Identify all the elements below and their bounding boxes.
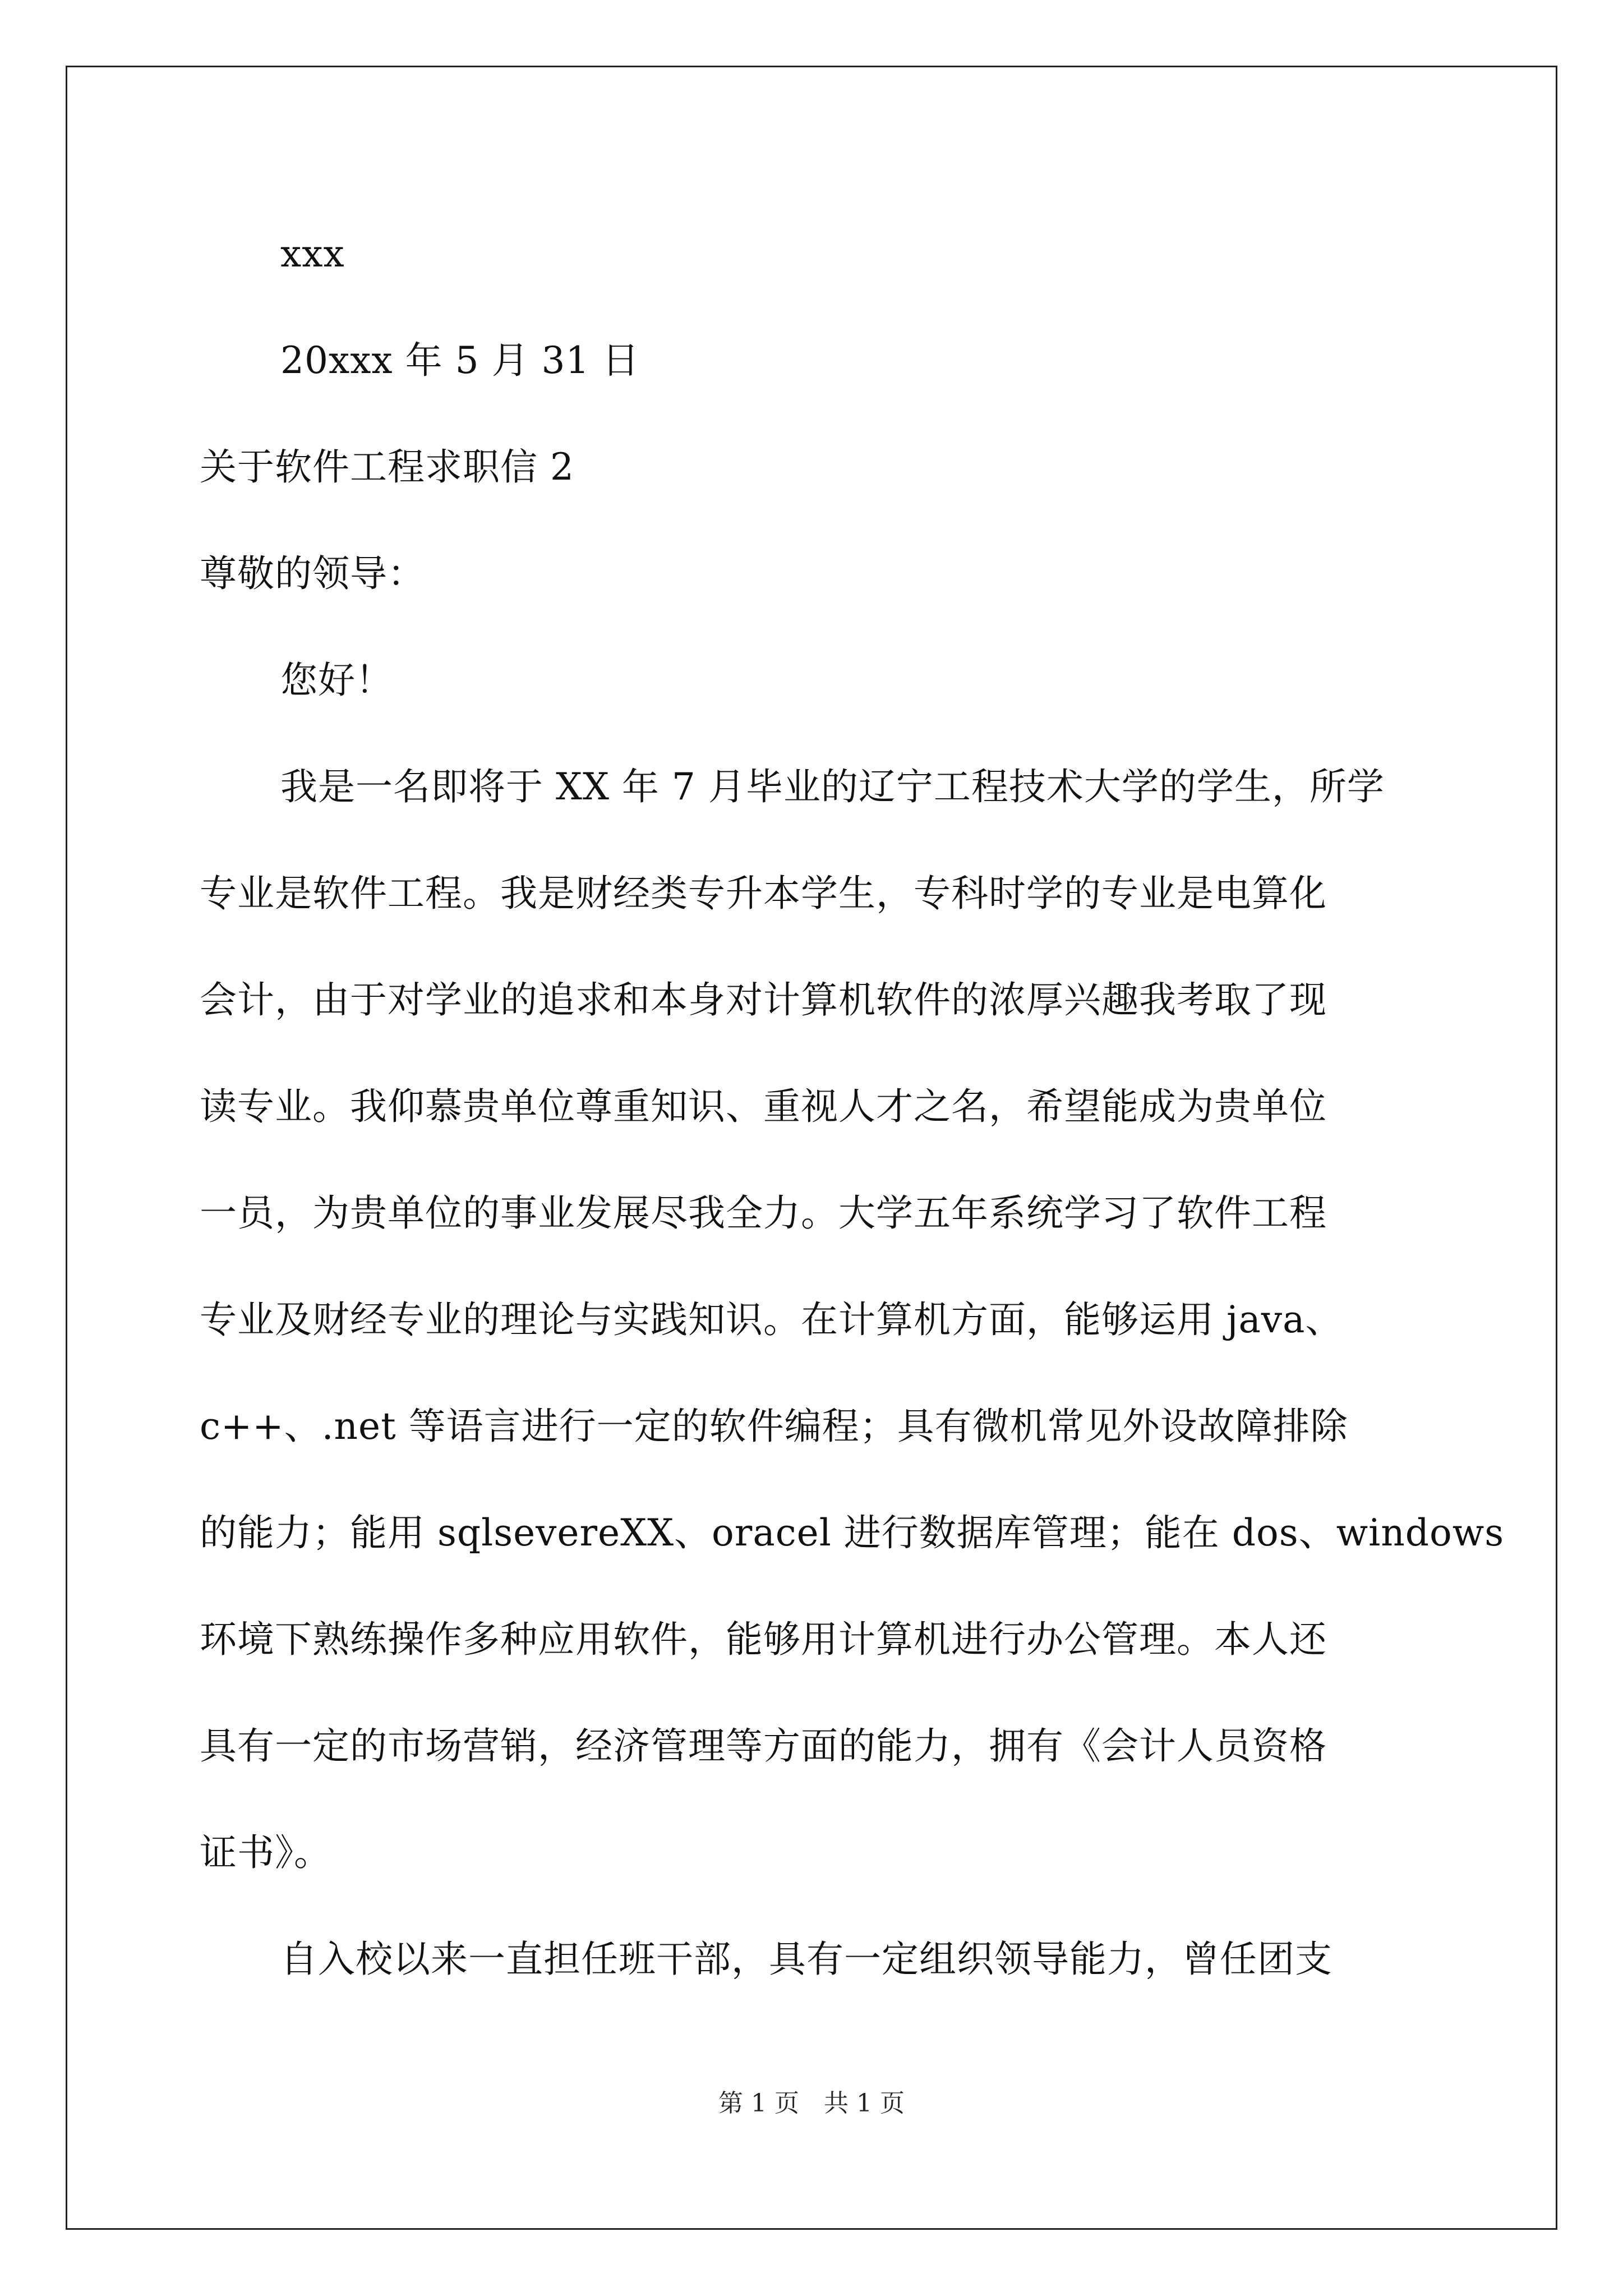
body-line: 我是一名即将于 XX 年 7 月毕业的辽宁工程技术大学的学生，所学 bbox=[280, 765, 1385, 808]
body-line: c++、.net 等语言进行一定的软件编程；具有微机常见外设故障排除 bbox=[200, 1405, 1348, 1448]
salutation: 尊敬的领导： bbox=[200, 552, 425, 595]
body-line: 专业及财经专业的理论与实践知识。在计算机方面，能够运用 java、 bbox=[200, 1298, 1343, 1341]
signature-date: 20xxx 年 5 月 31 日 bbox=[280, 339, 640, 382]
body-line: 专业是软件工程。我是财经类专升本学生，专科时学的专业是电算化 bbox=[200, 872, 1327, 915]
letter-title: 关于软件工程求职信 2 bbox=[200, 445, 574, 489]
body-line: 具有一定的市场营销，经济管理等方面的能力，拥有《会计人员资格 bbox=[200, 1724, 1327, 1768]
page-border bbox=[66, 66, 1557, 2230]
page-number: 第 1 页 共 1 页 bbox=[718, 2089, 905, 2118]
body-line: 自入校以来一直担任班干部，具有一定组织领导能力，曾任团支 bbox=[280, 1938, 1332, 1981]
greeting: 您好！ bbox=[280, 659, 393, 702]
signature-name: xxx bbox=[280, 232, 345, 275]
body-line: 一员，为贵单位的事业发展尽我全力。大学五年系统学习了软件工程 bbox=[200, 1191, 1327, 1235]
body-line: 会计，由于对学业的追求和本身对计算机软件的浓厚兴趣我考取了现 bbox=[200, 978, 1327, 1022]
body-line: 证书》。 bbox=[200, 1831, 331, 1874]
body-line: 环境下熟练操作多种应用软件，能够用计算机进行办公管理。本人还 bbox=[200, 1618, 1327, 1661]
body-line: 读专业。我仰慕贵单位尊重知识、重视人才之名，希望能成为贵单位 bbox=[200, 1085, 1327, 1128]
body-line: 的能力；能用 sqlsevereXX、oracel 进行数据库管理；能在 dos、windows bbox=[200, 1511, 1505, 1554]
